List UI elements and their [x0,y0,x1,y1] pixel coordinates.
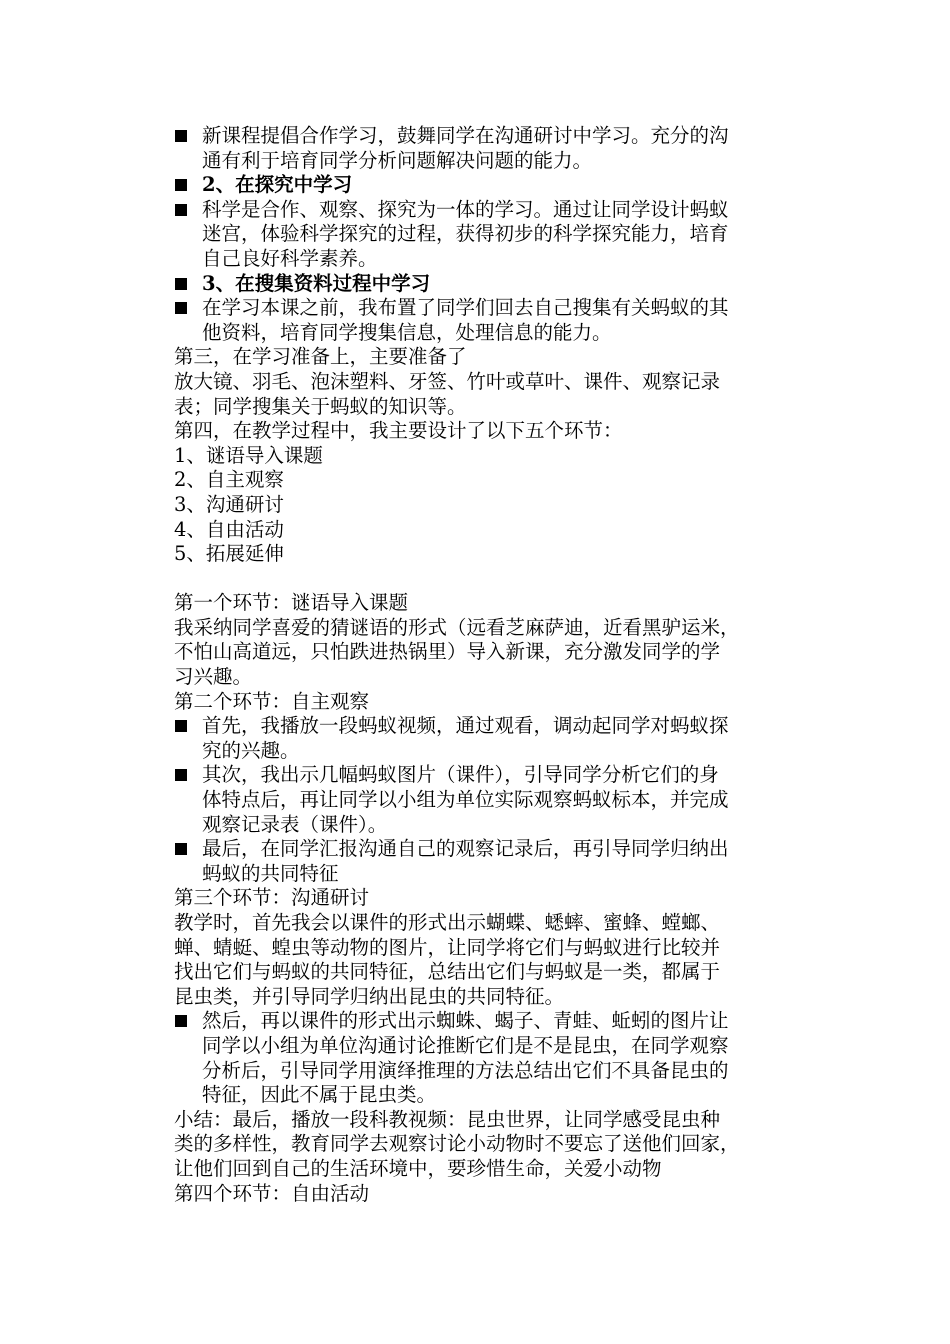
text-line: 第四个环节：自由活动 [174,1181,370,1205]
text-line: 分析后，引导同学用演绎推理的方法总结出它们不具备昆虫的 [202,1058,729,1082]
paragraph [174,542,814,567]
square-bullet-icon [175,204,187,216]
bullet-item [174,272,814,297]
text-line: 5、拓展延伸 [174,542,284,566]
bullet-item [174,714,814,763]
bullet-item [174,124,814,173]
square-bullet-icon [175,720,187,732]
text-line: 科学是合作、观察、探究为一体的学习。通过让同学设计蚂蚁 [202,197,729,221]
paragraph [174,1182,814,1207]
paragraph [174,444,814,469]
bullet-item [174,837,814,886]
text-line: 第四，在教学过程中，我主要设计了以下五个环节： [174,419,623,443]
paragraph [174,616,814,690]
text-line: 不怕山高道远，只怕跌进热锅里）导入新课，充分激发同学的学 [174,640,721,664]
text-line: 他资料，培育同学搜集信息，处理信息的能力。 [202,320,612,344]
text-line: 小结：最后，播放一段科教视频：昆虫世界，让同学感受昆虫种 [174,1107,721,1131]
text-line: 同学以小组为单位沟通讨论推断它们是不是昆虫，在同学观察 [202,1033,729,1057]
text-line: 2、在探究中学习 [202,173,353,197]
paragraph [174,370,814,419]
text-line: 体特点后，再让同学以小组为单位实际观察蚂蚁标本，并完成 [202,788,729,812]
text-line: 2、自主观察 [174,468,284,492]
text-line: 特征，因此不属于昆虫类。 [202,1083,437,1107]
text-line: 在学习本课之前，我布置了同学们回去自己搜集有关蚂蚁的其 [202,296,729,320]
square-bullet-icon [175,130,187,142]
text-line: 放大镜、羽毛、泡沫塑料、牙签、竹叶或草叶、课件、观察记录 [174,369,721,393]
paragraph [174,468,814,493]
bullet-item [174,173,814,198]
bullet-item [174,763,814,837]
text-line: 第二个环节：自主观察 [174,689,370,713]
text-line: 其次，我出示几幅蚂蚁图片（课件），引导同学分析它们的身 [202,763,719,787]
paragraph [174,591,814,616]
square-bullet-icon [175,179,187,191]
text-line: 然后，再以课件的形式出示蜘蛛、蝎子、青蛙、蚯蚓的图片让 [202,1009,729,1033]
paragraph [174,690,814,715]
bullet-item [174,1009,814,1107]
text-line: 让他们回到自己的生活环境中，要珍惜生命，关爱小动物 [174,1156,662,1180]
text-line: 最后，在同学汇报沟通自己的观察记录后，再引导同学归纳出 [202,837,729,861]
text-line: 第三个环节：沟通研讨 [174,886,370,910]
text-line: 找出它们与蚂蚁的共同特征，总结出它们与蚂蚁是一类，都属于 [174,960,721,984]
text-line: 蚂蚁的共同特征 [202,861,339,885]
text-line: 自己良好科学素养。 [202,246,378,270]
paragraph [174,1108,814,1182]
blank-line [174,567,814,592]
text-line: 第一个环节：谜语导入课题 [174,591,409,615]
text-line: 教学时，首先我会以课件的形式出示蝴蝶、蟋蟀、蜜蜂、螳螂、 [174,911,721,934]
text-line: 究的兴趣。 [202,738,300,762]
square-bullet-icon [175,1015,187,1027]
square-bullet-icon [175,769,187,781]
text-line: 迷宫，体验科学探究的过程，获得初步的科学探究能力，培育 [202,222,729,246]
bullet-item [174,198,814,272]
text-line: 我采纳同学喜爱的猜谜语的形式（远看芝麻萨迪，近看黑驴运米， [174,615,740,639]
paragraph [174,518,814,543]
bullet-item [174,296,814,345]
text-line: 4、自由活动 [174,517,284,541]
text-line: 第三，在学习准备上，主要准备了 [174,345,467,369]
paragraph [174,886,814,911]
text-line: 首先，我播放一段蚂蚁视频，通过观看，调动起同学对蚂蚁探 [202,714,729,738]
text-line: 习兴趣。 [174,665,253,689]
text-line: 1、谜语导入课题 [174,443,323,467]
square-bullet-icon [175,278,187,290]
paragraph [174,493,814,518]
document-page [174,124,814,1206]
paragraph [174,911,814,1009]
text-line: 3、在搜集资料过程中学习 [202,271,431,295]
text-line: 昆虫类，并引导同学归纳出昆虫的共同特征。 [174,984,565,1008]
text-line: 类的多样性，教育同学去观察讨论小动物时不要忘了送他们回家， [174,1132,740,1156]
text-line: 3、沟通研讨 [174,492,284,516]
text-line: 新课程提倡合作学习，鼓舞同学在沟通研讨中学习。充分的沟 [202,124,729,147]
square-bullet-icon [175,302,187,314]
text-line: 表；同学搜集关于蚂蚁的知识等。 [174,394,467,418]
square-bullet-icon [175,843,187,855]
paragraph [174,345,814,370]
paragraph [174,419,814,444]
text-line: 观察记录表（课件）。 [202,812,388,836]
text-line: 蝉、蜻蜓、蝗虫等动物的图片，让同学将它们与蚂蚁进行比较并 [174,935,721,959]
text-line: 通有利于培育同学分析问题解决问题的能力。 [202,148,593,172]
